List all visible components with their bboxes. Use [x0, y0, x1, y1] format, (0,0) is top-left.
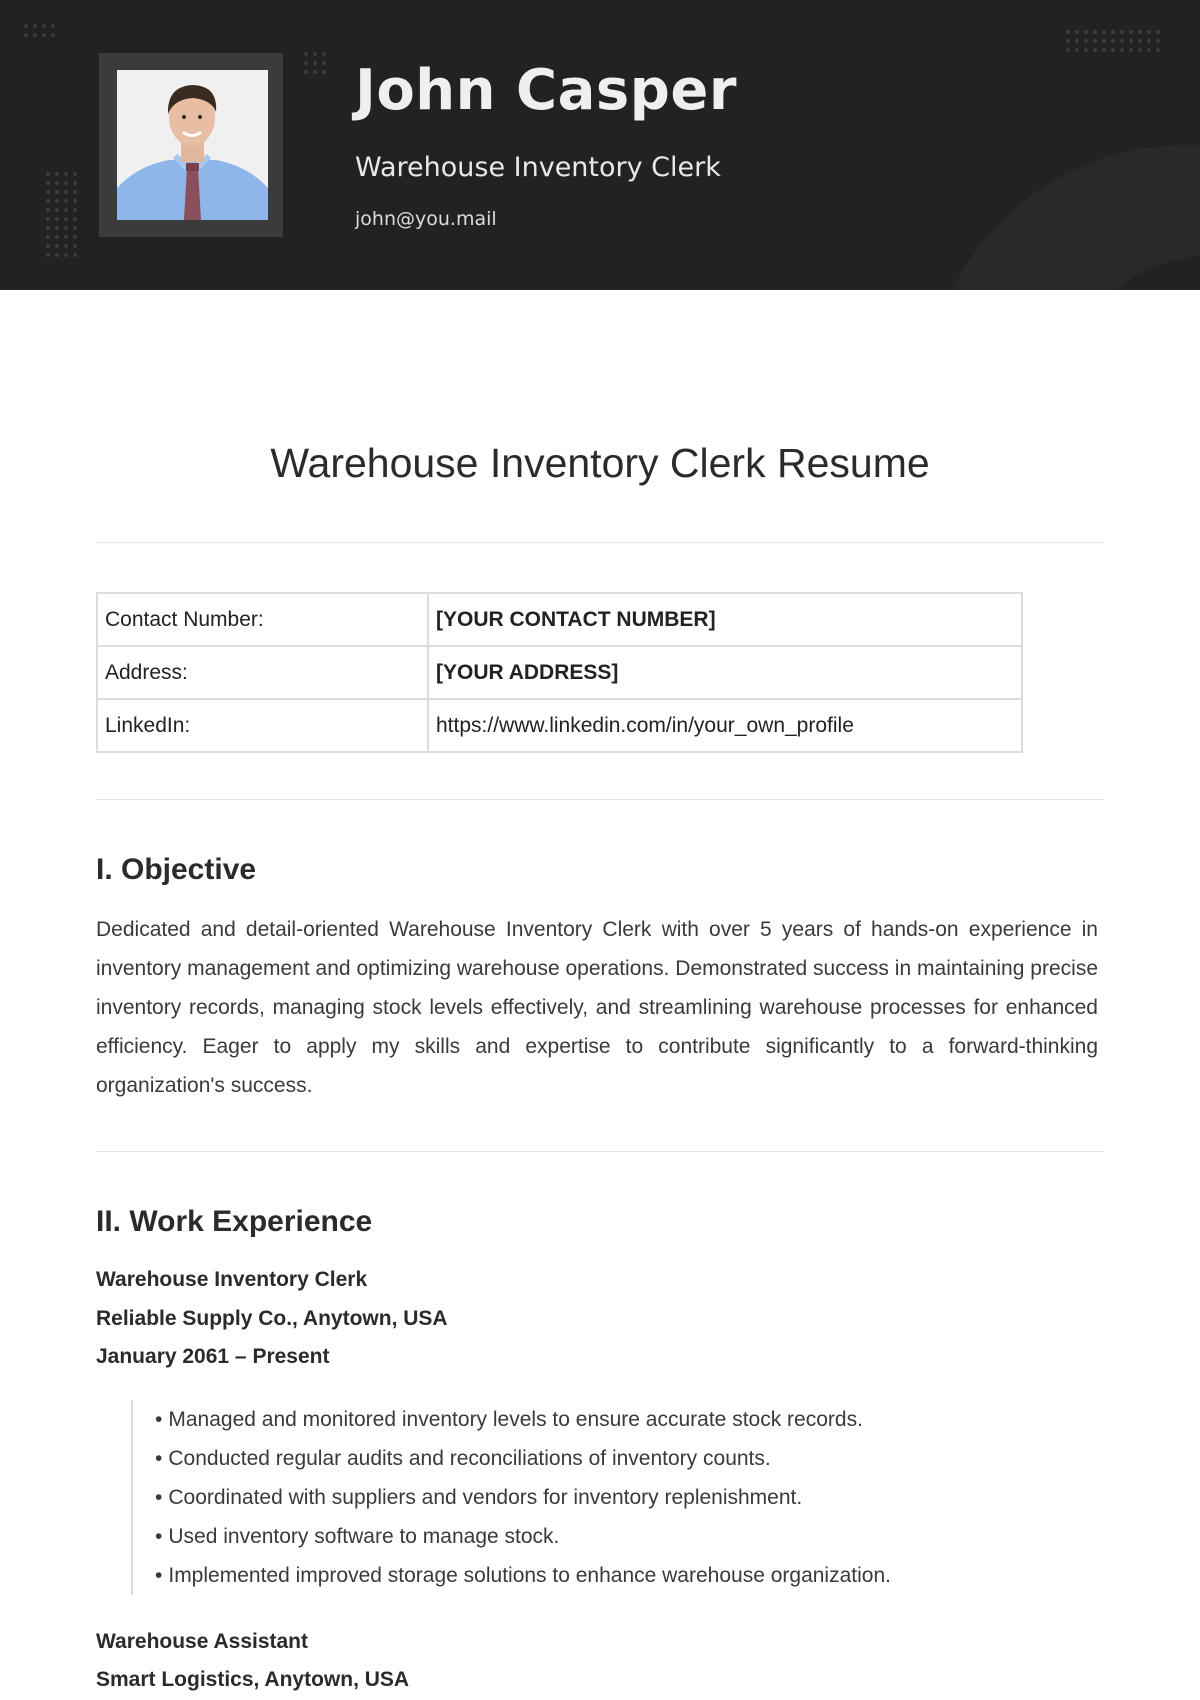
- document-title: Warehouse Inventory Clerk Resume: [270, 440, 930, 486]
- candidate-email[interactable]: john@you.mail: [355, 208, 497, 230]
- job-title: Warehouse Inventory Clerk: [96, 1268, 368, 1291]
- table-row: [97, 646, 1022, 699]
- list-item: • Conducted regular audits and reconciliations of inventory counts.: [155, 1439, 891, 1478]
- job-duties-list: [131, 1400, 891, 1595]
- candidate-role: Warehouse Inventory Clerk: [355, 152, 721, 183]
- divider: [96, 799, 1104, 800]
- header-banner: [0, 0, 1200, 290]
- profile-photo: [117, 70, 268, 220]
- contact-value: [YOUR CONTACT NUMBER]: [428, 593, 1022, 646]
- contact-label: LinkedIn:: [97, 699, 428, 752]
- objective-heading: I. Objective: [96, 853, 257, 886]
- decorative-dots: [24, 24, 55, 37]
- list-item: • Coordinated with suppliers and vendors for inventory replenishment.: [155, 1478, 891, 1517]
- candidate-name: John Casper: [355, 58, 737, 123]
- contact-table: [96, 592, 1023, 753]
- objective-text: Dedicated and detail-oriented Warehouse Inventory Clerk with over 5 years of hands-on experience in inventory management and optimizing warehouse operations. Demonstrated success in maintaining precise inventory records, managing stock levels effectively, and streamlining warehouse processes for enhanced efficiency. Eager to apply my skills and expertise to contribute significantly to a forward-thinking organization's success.: [96, 918, 1098, 1097]
- work-experience-heading: II. Work Experience: [96, 1205, 373, 1238]
- job-title: Warehouse Assistant: [96, 1630, 308, 1653]
- decorative-dots: [1066, 30, 1160, 52]
- list-item: • Managed and monitored inventory levels to ensure accurate stock records.: [155, 1400, 891, 1439]
- contact-label: Address:: [97, 646, 428, 699]
- list-item: • Used inventory software to manage stock.: [155, 1517, 891, 1556]
- job-dates: January 2061 – Present: [96, 1345, 330, 1368]
- divider: [96, 1151, 1104, 1152]
- table-row: [97, 593, 1022, 646]
- decorative-dots: [304, 52, 326, 74]
- table-row: [97, 699, 1022, 752]
- divider: [96, 542, 1104, 543]
- decorative-dots: [46, 172, 77, 257]
- person-portrait-icon: [117, 70, 268, 220]
- job-company: Reliable Supply Co., Anytown, USA: [96, 1307, 448, 1330]
- contact-label: Contact Number:: [97, 593, 428, 646]
- job-company: Smart Logistics, Anytown, USA: [96, 1668, 410, 1691]
- list-item: • Implemented improved storage solutions to enhance warehouse organization.: [155, 1556, 891, 1595]
- contact-value: [YOUR ADDRESS]: [428, 646, 1022, 699]
- profile-photo-frame: [99, 53, 283, 237]
- linkedin-link[interactable]: https://www.linkedin.com/in/your_own_profile: [428, 699, 1022, 752]
